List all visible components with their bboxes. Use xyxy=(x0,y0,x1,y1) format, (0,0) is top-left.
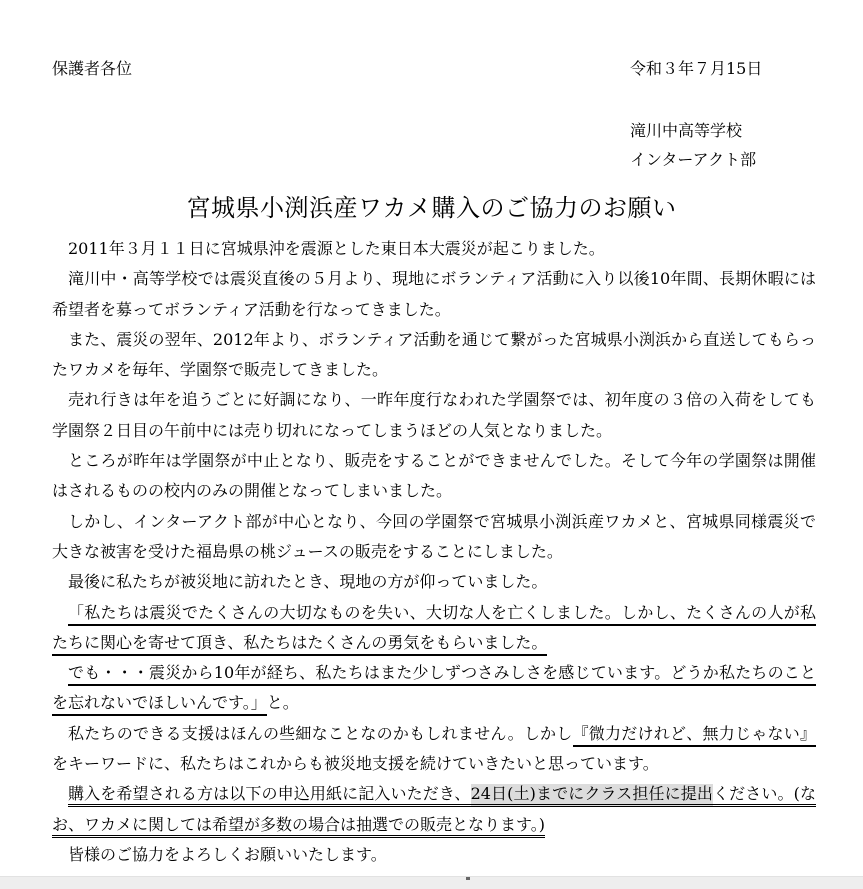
club-name: インターアクト部 xyxy=(630,150,757,169)
quote-paragraph-2 xyxy=(52,658,816,719)
quote-text-1: 「私たちは震災でたくさんの大切なものを失い、大切な人を亡くしました。しかし、たくさんの人が私たちに関心を寄せて頂き、私たちはたくさんの勇気をもらいました。 xyxy=(52,603,816,656)
keyword-phrase: 『微力だけれど、無力じゃない』 xyxy=(573,724,816,747)
paragraph-3: また、震災の翌年、2012年より、ボランティア活動を通じて繋がった宮城県小渕浜から直送してもらったワカメを毎年、学園祭で販売してきました。 xyxy=(52,329,816,380)
document-body xyxy=(52,234,816,870)
paragraph-8-intro: 私たちのできる支援はほんの些細なことなのかもしれません。しかし xyxy=(68,723,573,743)
quote-text-2: でも・・・震災から10年が経ち、私たちはまた少しずつさみしさを感じています。どうか私たちのことを忘れないでほしいんです。」 xyxy=(52,663,816,716)
issue-date: 令和３年７月15日 xyxy=(630,59,763,78)
quote-paragraph-1 xyxy=(52,598,816,659)
page-bottom-edge xyxy=(0,876,863,889)
document-title: 宮城県小渕浜産ワカメ購入のご協力のお願い xyxy=(186,194,677,222)
paragraph-1: 2011年３月１１日に宮城県沖を震源とした東日本大震災が起こりました。 xyxy=(68,239,605,258)
paragraph-8-rest: をキーワードに、私たちはこれからも被災地支援を続けていきたいと思っています。 xyxy=(52,754,659,774)
sender-organization xyxy=(630,116,756,174)
paragraph-6: しかし、インターアクト部が中心となり、今回の学園祭で宮城県小渕浜産ワカメと、宮城県同様震災で大きな被害を受けた福島県の桃ジュースの販売をすることにしました。 xyxy=(52,511,816,561)
paragraph-4: 売れ行きは年を追うごとに好調になり、一昨年度行なわれた学園祭では、初年度の３倍の入荷をしても学園祭２日目の午前中には売り切れになってしまうほどの人気となりました。 xyxy=(52,390,816,440)
text-cursor-mark xyxy=(466,877,470,880)
deadline-highlight: 24日(土)までにクラス担任に提出 xyxy=(471,784,713,807)
paragraph-9 xyxy=(52,779,816,840)
quote-tail: と。 xyxy=(266,693,299,713)
paragraph-5: ところが昨年は学園祭が中止となり、販売をすることができませんでした。そして今年の学園祭は開催はされるものの校内のみの開催となってしまいました。 xyxy=(52,451,816,501)
addressee: 保護者各位 xyxy=(52,59,133,78)
closing-line: 皆様のご協力をよろしくお願いいたします。 xyxy=(68,844,387,864)
purchase-instruction: 購入を希望される方は以下の申込用紙に記入いただき、 xyxy=(68,784,471,807)
school-name: 滝川中高等学校 xyxy=(630,121,743,140)
paragraph-8 xyxy=(52,719,816,780)
lottery-note: ください。(なお、ワカメに関しては希望が多数の場合は抽選での販売となります。) xyxy=(52,784,816,837)
paragraph-2: 滝川中・高等学校では震災直後の５月より、現地にボランティア活動に入り以後10年間、長期休暇には希望者を募ってボランティア活動を行なってきました。 xyxy=(52,269,816,319)
paragraph-7: 最後に私たちが被災地に訪れたとき、現地の方が仰っていました。 xyxy=(68,572,548,592)
